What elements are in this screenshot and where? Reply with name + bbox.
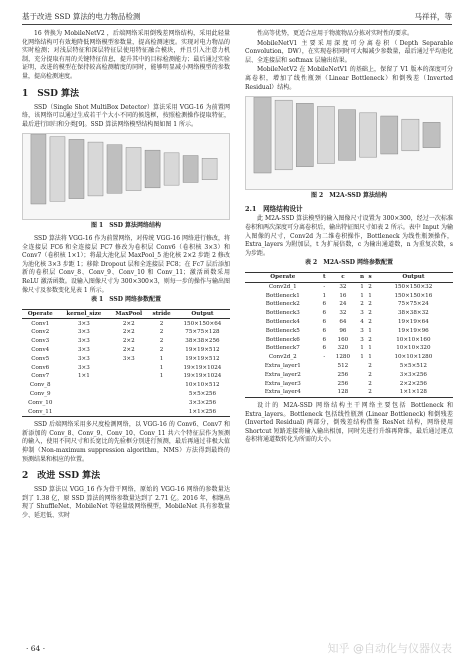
table-cell: 2×2×256 — [399, 380, 427, 387]
table-cell — [321, 362, 328, 371]
table-cell: 1 — [360, 345, 364, 352]
table-row — [22, 390, 230, 399]
table-2 — [245, 272, 453, 398]
network-layer-block — [317, 107, 334, 164]
table-cell: 3 — [360, 327, 364, 334]
table-cell: Bottleneck5 — [265, 327, 300, 334]
network-layer-block — [423, 122, 440, 147]
table-cell: 6 — [322, 310, 327, 317]
table-cell: 2 — [159, 320, 164, 327]
table-row — [245, 353, 453, 362]
table-cell: Conv_10 — [28, 399, 53, 406]
table-header-cell: Operate — [22, 309, 58, 319]
table-cell: Conv_11 — [22, 407, 58, 416]
table-cell: 2 — [368, 318, 372, 325]
table-row — [245, 379, 453, 388]
network-layer-block — [107, 145, 122, 193]
table-cell: 1 — [159, 373, 164, 380]
figure-2 — [245, 96, 453, 190]
table-cell: 75×75×128 — [185, 329, 220, 336]
table-cell — [321, 379, 328, 388]
table-header-cell: Operate — [245, 272, 321, 282]
table-row — [245, 282, 453, 291]
figure-1-diagram — [23, 134, 229, 219]
table-cell: 160 — [337, 336, 349, 343]
table-cell: 1280 — [335, 354, 351, 361]
table-row — [22, 328, 230, 337]
table-cell: 3×3 — [77, 346, 90, 353]
table-cell: 2 — [360, 301, 364, 308]
table-cell: Conv4 — [31, 346, 50, 353]
network-layer-block — [69, 140, 84, 199]
table-header-cell: Output — [175, 309, 230, 319]
table-row — [245, 318, 453, 327]
table-cell: 6 — [322, 336, 327, 343]
network-layer-block — [275, 100, 292, 170]
paragraph: 性高等优势，更适合应用于物流物品分拣对实时性的要求。 — [257, 30, 414, 37]
table-cell: 19×19×1024 — [183, 373, 222, 380]
network-layer-block — [88, 142, 103, 196]
table-cell: Bottleneck2 — [265, 301, 300, 308]
intro-paragraphs — [22, 30, 230, 82]
table-row — [22, 372, 230, 381]
page-number: · 64 · — [26, 644, 46, 653]
left-column — [22, 30, 230, 522]
table-cell: 2 — [366, 388, 373, 397]
table-header-cell: MaxPool — [109, 309, 148, 319]
table-cell: 6 — [322, 318, 327, 325]
section-1-title: 1 SSD 算法 — [22, 88, 80, 99]
table-cell: 2×2 — [122, 346, 135, 353]
table-cell — [58, 381, 109, 390]
table-cell — [109, 399, 148, 408]
table-row — [245, 335, 453, 344]
table-header-cell: t — [321, 272, 328, 282]
section-2-title: 2 改进 SSD 算法 — [22, 471, 101, 482]
table-cell: 2×2 — [122, 320, 135, 327]
table-cell: Conv5 — [31, 355, 50, 362]
table-cell: 3×3 — [122, 355, 135, 362]
table-cell: 3×3×256 — [188, 399, 217, 406]
table-header-cell: stride — [148, 309, 175, 319]
table-cell: 64 — [339, 318, 347, 325]
table-cell: Bottleneck3 — [265, 310, 300, 317]
table-cell — [148, 407, 175, 416]
table-cell: 1 — [159, 364, 164, 371]
table-cell: Bottleneck4 — [265, 318, 300, 325]
table-cell: 16 — [339, 292, 347, 299]
table-row — [245, 371, 453, 380]
table-cell: 2×2 — [122, 338, 135, 345]
subsection-2-1-title: 2.1 网络结构设计 — [245, 204, 303, 213]
table-cell — [358, 362, 367, 371]
table-cell — [358, 371, 367, 380]
table-cell: 38×38×256 — [185, 338, 220, 345]
table-cell: Bottleneck6 — [265, 336, 300, 343]
table-cell: 1 — [159, 355, 164, 362]
table-cell — [109, 372, 148, 381]
table-row — [245, 344, 453, 353]
table-cell: 3×3 — [77, 364, 90, 371]
table-cell — [148, 381, 175, 390]
section-1-paragraphs-2 — [22, 235, 230, 295]
paragraph: 16 替换为 MobileNetV2 ，后端网络采用倒残差网络结构，采用此轻量化网络结构可有效地降低网络模型参数量，提高检测速度。实现对电力物品的实时检测；对浅层特征和深层特征层使用特征融合模块，并且引入注意力机制，充分提取有用的关键特征信息，提升其中的目标检测能力；最后通过实验证明，改进的模型在保持较高检测精度的同时，能够明显减小网络模型的参数量，提高检测速度。 — [22, 30, 230, 80]
section-1-paragraphs — [22, 104, 230, 130]
paragraph: 此 M2A-SSD 算法模型的输入图像尺寸设置为 300×300，经过一次标准卷积和两次深度可分离卷积后，输出特征图尺寸如表 2 所示。表中 Input 为输入图像的尺寸，Conv2d 为二维卷积操作，Bottleneck 为线性瓶颈操作，Extra_layers 为附加层，t 为扩展倍数，c 为输出通道数，n 为重复次数，s 为步距。 — [245, 215, 453, 257]
figure-1-caption: 图 1 SSD 算法网络结构 — [90, 222, 162, 230]
table-cell: 2 — [368, 310, 372, 317]
network-layer-block — [164, 153, 179, 185]
figure-1 — [22, 133, 230, 220]
network-layer-block — [360, 113, 377, 157]
closing-paragraphs — [245, 402, 453, 445]
figure-2-caption: 图 2 M2A-SSD 算法结构 — [310, 192, 388, 200]
right-column — [245, 30, 453, 446]
table-cell: 150×150×32 — [394, 283, 433, 290]
table-cell: Conv7 — [31, 373, 50, 380]
table-cell: 256 — [337, 371, 349, 378]
table-cell: 320 — [337, 345, 349, 352]
subsection-paragraphs — [245, 215, 453, 258]
table-cell: 1 — [360, 283, 364, 290]
table-cell: Extra_layer3 — [264, 380, 301, 387]
network-layer-block — [183, 156, 198, 183]
table-cell: 2 — [159, 346, 164, 353]
table-cell: 5×5×256 — [188, 390, 217, 397]
table-cell: 2 — [368, 301, 372, 308]
table-cell: 10×10×160 — [396, 336, 431, 343]
table-cell — [148, 390, 175, 399]
table-row — [22, 399, 230, 408]
table-cell: 4 — [360, 318, 364, 325]
table-cell — [321, 371, 328, 380]
table-cell: 10×10×512 — [185, 382, 220, 389]
table-cell: Extra_layer1 — [264, 362, 301, 369]
network-layer-block — [202, 159, 217, 181]
table-cell: Extra_layer4 — [245, 388, 321, 397]
table-1-caption: 表 1 SSD 网络参数配置 — [90, 296, 162, 304]
table-cell: Conv6 — [31, 364, 50, 371]
paragraph: 设计的 M2A-SSD 网络结构主干网络主要包括 Bottleneck 和 Extra_layers。Bottleneck 包括线性瓶颈 (Linear Bottleneck) 和倒残差 (Inverted Residual) 两部分，倒残差结构借鉴 ResNet 结构，网络使用 Shortcut 短路连接将输入输出相加，同时先进行升维再降维，最后通过逐点卷积将通道数转化为所需的大小。 — [245, 402, 453, 444]
paragraph: SSD（Single Shot MultiBox Detector）算法采用 VGG-16 为前置网络，该网络可以通过生成若干个大小不同的候选框，按照检测操作提取特征，最后进行回归和分类[9]。SSD 算法网络模型结构图如图 1 所示。 — [22, 103, 230, 128]
table-cell: 2 — [368, 283, 372, 290]
paragraph: MobileNetV1 主要采用深度可分离卷积（Depth Separable Convolution，DW），在实现卷积同时可大幅减少参数量，最后通过平均池化层、全连接层和 softmax 层输出结果。 — [245, 39, 453, 64]
table-cell: Conv2d_2 — [268, 354, 297, 361]
table-cell: - — [323, 354, 326, 361]
table-row — [22, 407, 230, 416]
table-row — [245, 300, 453, 309]
table-cell: 3 — [360, 336, 364, 343]
table-cell: 19×19×1024 — [183, 364, 222, 371]
network-layer-block — [338, 110, 355, 161]
table-cell — [109, 407, 148, 416]
table-cell: 6 — [322, 327, 327, 334]
table-cell: 75×75×24 — [398, 301, 429, 308]
network-layer-block — [381, 116, 398, 154]
table-header-cell: c — [328, 272, 358, 282]
network-layer-block — [50, 137, 65, 202]
table-cell: 2 — [368, 362, 372, 369]
table-row — [22, 381, 230, 390]
table-row — [245, 362, 453, 371]
table-cell: 128 — [328, 388, 358, 397]
table-cell: Conv2d_1 — [268, 283, 297, 290]
table-cell: 3×3×256 — [399, 371, 427, 378]
section-2-paragraphs — [22, 486, 230, 520]
table-row — [245, 309, 453, 318]
table-cell: 1×1 — [77, 373, 90, 380]
table-cell: 3×3 — [77, 338, 90, 345]
table-cell: 2 — [159, 338, 164, 345]
table-cell — [321, 388, 328, 397]
network-layer-block — [296, 103, 313, 166]
table-cell: 5×5×512 — [399, 362, 427, 369]
table-cell — [58, 390, 109, 399]
table-cell: Conv1 — [31, 320, 50, 327]
table-cell: 19×19×96 — [398, 327, 429, 334]
table-cell: 1 — [360, 354, 364, 361]
table-cell: - — [323, 283, 326, 290]
table-cell: Conv2 — [31, 329, 50, 336]
table-cell: 32 — [339, 283, 347, 290]
table-cell: 1 — [368, 292, 372, 299]
table-cell: 2 — [368, 336, 372, 343]
table-cell: 2 — [159, 329, 164, 336]
table-row — [22, 319, 230, 328]
table-header-cell: Output — [374, 272, 453, 282]
table-cell: 1 — [368, 345, 372, 352]
table-cell: 6 — [322, 301, 327, 308]
table-cell: 6 — [322, 345, 327, 352]
table-cell: 96 — [339, 327, 347, 334]
table-cell: 32 — [339, 310, 347, 317]
table-row — [22, 337, 230, 346]
table-cell: 1 — [322, 292, 327, 299]
table-row — [22, 346, 230, 355]
table-cell: 10×10×320 — [396, 345, 431, 352]
paragraph: SSD 后端网络采用多尺度检测网络，以 VGG-16 的 Conv6、Conv7 和新添加的 Conv_8、Conv_9、Conv_10、Conv_11 共六个特征层作为预测的输入，使用不同尺寸和长宽比的先验框分别进行预测，最后再通过非极大值抑制（Non-maximum suppression algorithm，NMS）方法得到最终的预测结果和相应的位置。 — [22, 421, 230, 463]
table-cell: Bottleneck1 — [265, 292, 300, 299]
table-cell: 24 — [339, 301, 347, 308]
table-cell — [109, 381, 148, 390]
section-1-paragraphs-3 — [22, 421, 230, 464]
network-layer-block — [126, 148, 141, 191]
paragraph: SSD 算法将 VGG-16 作为前置网络，对传统 VGG-16 网络进行修改，将全连接层 FC6 和全连接层 FC7 修改为卷积层 Conv6（卷积核 3×3）和 Conv7（卷积核 1×1）；将最大池化层 MaxPool_5 池化核 2×2 步距 2 修改为池化核 3×3 步距 1；移除 Dropout 层和全连接层 FC8；在 Fc7 层后添加新的卷积层 Conv_8、Conv_9、Conv_10 和 Conv_11；激活函数采用 ReLU 激活函数。设输入图像尺寸为 300×300×3，则每一步的操作与输出图像尺寸及参数变化见表 1 所示。 — [22, 234, 230, 294]
header-authors: 马祥祥，等 — [414, 12, 452, 21]
table-header-cell: kernel_size — [58, 309, 109, 319]
table-cell: Conv_8 — [29, 382, 51, 389]
table-cell: 3×3 — [77, 355, 90, 362]
table-cell: Extra_layer2 — [264, 371, 301, 378]
table-cell: 256 — [337, 380, 349, 387]
watermark: 知乎 @自动化与仪器仪表 — [327, 642, 452, 655]
table-cell — [58, 399, 109, 408]
table-cell: Conv_9 — [29, 390, 51, 397]
table-row — [245, 327, 453, 336]
network-layer-block — [31, 134, 46, 204]
table-cell: 3 — [360, 310, 364, 317]
table-cell: 2×2 — [122, 329, 135, 336]
table-cell: 19×19×64 — [398, 318, 429, 325]
table-cell: 512 — [337, 362, 349, 369]
table-cell: 1 — [360, 292, 364, 299]
table-cell: 2 — [368, 380, 372, 387]
table-cell — [109, 390, 148, 399]
table-cell — [358, 388, 367, 397]
table-cell: 38×38×32 — [398, 310, 429, 317]
table-cell: 150×150×64 — [183, 320, 222, 327]
table-cell: 1×1×256 — [175, 407, 230, 416]
paragraph: SSD 算法以 VGG_16 作为骨干网络，原始的 VGG-16 网络的参数量达到了 1.38 亿，原 SSD 算法的网络参数量达到了 2.71 亿。2016 年，相继出现了 ShuffleNet、MobileNet 等轻量级网络模型，MobileNet 具有参数量少、延迟低、实时 — [22, 486, 230, 519]
table-header-cell: s — [366, 272, 373, 282]
table-cell: Bottleneck7 — [265, 345, 300, 352]
table-cell: 3×3 — [77, 329, 90, 336]
table-cell — [58, 407, 109, 416]
table-cell: 1×1×128 — [374, 388, 453, 397]
header-title: 基于改进 SSD 算法的电力物品检测 — [22, 12, 141, 21]
table-cell: 19×19×512 — [185, 355, 220, 362]
table-2-caption: 表 2 M2A-SSD 网络参数配置 — [304, 259, 394, 267]
running-header — [22, 10, 452, 25]
table-row — [22, 363, 230, 372]
table-cell — [358, 379, 367, 388]
table-row — [245, 388, 453, 397]
table-header-cell: n — [358, 272, 367, 282]
table-1 — [22, 309, 230, 418]
table-cell: 2 — [368, 371, 372, 378]
table-row — [22, 355, 230, 364]
table-row — [245, 292, 453, 301]
network-layer-block — [402, 119, 419, 151]
table-cell: 19×19×512 — [185, 346, 220, 353]
table-cell: Conv3 — [31, 338, 50, 345]
table-cell — [148, 399, 175, 408]
table-cell: 1 — [368, 354, 372, 361]
paragraph: MobileNetV2 在 MobileNetV1 的基础上，保留了 V1 版本的深度可分离卷积，增加了线性瓶颈（Linear Bottleneck）和倒残差（Inverted Residual）结构。 — [245, 66, 453, 91]
table-cell — [109, 363, 148, 372]
table-cell: 3×3 — [77, 320, 90, 327]
table-cell: 10×10×1280 — [394, 354, 433, 361]
figure-2-diagram — [246, 97, 452, 189]
right-paragraphs — [245, 30, 453, 92]
table-cell: 1 — [368, 327, 372, 334]
table-cell: 150×150×16 — [394, 292, 433, 299]
network-layer-block — [254, 97, 271, 173]
network-layer-block — [145, 150, 160, 188]
